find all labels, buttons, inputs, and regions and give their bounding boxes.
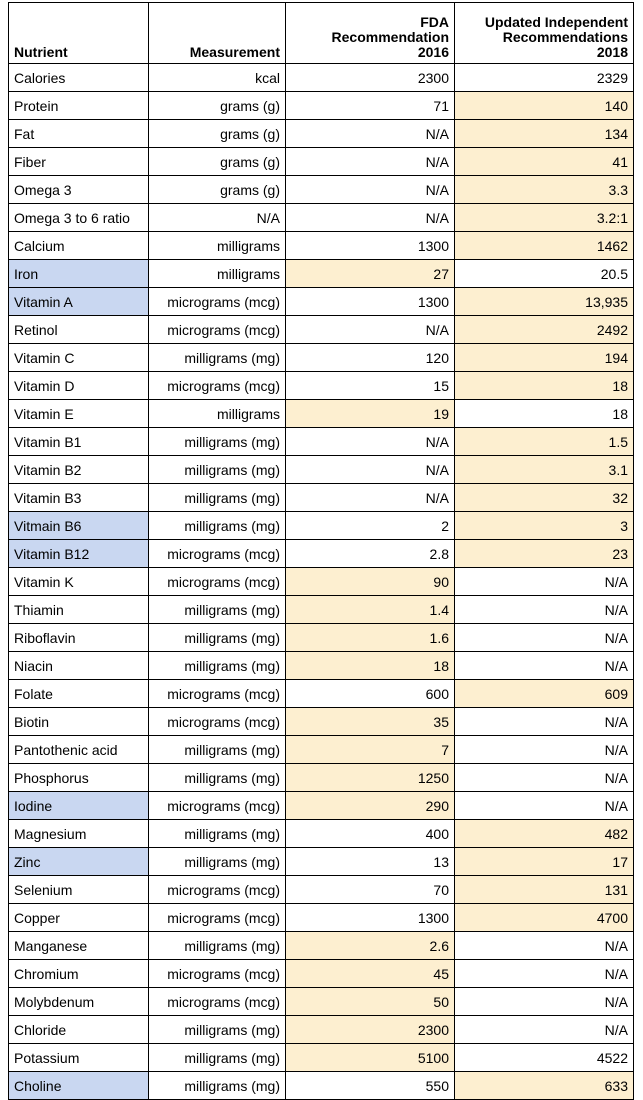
nutrient-cell: Pantothenic acid [9, 736, 149, 764]
table-row [9, 92, 634, 120]
table-row [9, 680, 634, 708]
nutrient-cell: Vitamin A [9, 288, 149, 316]
updated-value-cell: 131 [455, 876, 634, 904]
fda-value-cell: 27 [286, 260, 455, 288]
header-updated-line: Recommendations [502, 29, 628, 45]
fda-value-cell: 2300 [286, 64, 455, 92]
table-row [9, 1044, 634, 1072]
table-row [9, 624, 634, 652]
header-fda-line: 2016 [417, 44, 449, 60]
table-row [9, 792, 634, 820]
fda-value-cell: 35 [286, 708, 455, 736]
measurement-cell: micrograms (mcg) [149, 372, 286, 400]
updated-value-cell: 4700 [455, 904, 634, 932]
header-updated-line: 2018 [596, 44, 628, 60]
header-fda-line: FDA [420, 14, 449, 30]
header-updated-line: Updated Independent [484, 14, 628, 30]
measurement-cell: micrograms (mcg) [149, 988, 286, 1016]
fda-value-cell: N/A [286, 316, 455, 344]
fda-value-cell: 71 [286, 92, 455, 120]
measurement-cell: milligrams (mg) [149, 1072, 286, 1100]
table-row [9, 288, 634, 316]
nutrient-cell: Vitamin K [9, 568, 149, 596]
updated-value-cell: N/A [455, 1016, 634, 1044]
updated-value-cell: N/A [455, 988, 634, 1016]
fda-value-cell: 13 [286, 848, 455, 876]
nutrient-cell: Potassium [9, 1044, 149, 1072]
nutrient-cell: Vitamin B3 [9, 484, 149, 512]
measurement-cell: micrograms (mcg) [149, 316, 286, 344]
measurement-cell: milligrams (mg) [149, 1044, 286, 1072]
table-row [9, 960, 634, 988]
fda-value-cell: 1.4 [286, 596, 455, 624]
measurement-cell: micrograms (mcg) [149, 288, 286, 316]
nutrient-cell: Vitamin D [9, 372, 149, 400]
updated-value-cell: N/A [455, 596, 634, 624]
updated-value-cell: 3.2:1 [455, 204, 634, 232]
measurement-cell: grams (g) [149, 120, 286, 148]
header-updated [455, 3, 634, 64]
table-row [9, 260, 634, 288]
measurement-cell: milligrams [149, 400, 286, 428]
updated-value-cell: N/A [455, 652, 634, 680]
nutrient-cell: Biotin [9, 708, 149, 736]
nutrient-cell: Calories [9, 64, 149, 92]
measurement-cell: milligrams (mg) [149, 820, 286, 848]
nutrient-cell: Chromium [9, 960, 149, 988]
updated-value-cell: 3.1 [455, 456, 634, 484]
fda-value-cell: 290 [286, 792, 455, 820]
measurement-cell: milligrams (mg) [149, 428, 286, 456]
updated-value-cell: N/A [455, 764, 634, 792]
fda-value-cell: 50 [286, 988, 455, 1016]
updated-value-cell: 609 [455, 680, 634, 708]
updated-value-cell: N/A [455, 624, 634, 652]
fda-value-cell: N/A [286, 148, 455, 176]
nutrient-cell: Omega 3 [9, 176, 149, 204]
fda-value-cell: N/A [286, 176, 455, 204]
updated-value-cell: 18 [455, 400, 634, 428]
table-row [9, 708, 634, 736]
table-row [9, 232, 634, 260]
table-row [9, 568, 634, 596]
nutrient-cell: Calcium [9, 232, 149, 260]
nutrient-cell: Vitamin E [9, 400, 149, 428]
table-row [9, 848, 634, 876]
fda-value-cell: 2.6 [286, 932, 455, 960]
nutrient-cell: Zinc [9, 848, 149, 876]
header-fda [286, 3, 455, 64]
table-row [9, 456, 634, 484]
measurement-cell: micrograms (mcg) [149, 904, 286, 932]
header-fda-line: Recommendation [331, 29, 449, 45]
fda-value-cell: 400 [286, 820, 455, 848]
measurement-cell: micrograms (mcg) [149, 568, 286, 596]
nutrient-cell: Vitamin B1 [9, 428, 149, 456]
fda-value-cell: N/A [286, 456, 455, 484]
measurement-cell: kcal [149, 64, 286, 92]
measurement-cell: grams (g) [149, 176, 286, 204]
fda-value-cell: N/A [286, 120, 455, 148]
nutrient-cell: Molybdenum [9, 988, 149, 1016]
table-body [9, 64, 634, 1100]
updated-value-cell: 2329 [455, 64, 634, 92]
updated-value-cell: 18 [455, 372, 634, 400]
header-measurement: Measurement [149, 3, 286, 64]
measurement-cell: milligrams (mg) [149, 848, 286, 876]
measurement-cell: micrograms (mcg) [149, 708, 286, 736]
measurement-cell: milligrams (mg) [149, 512, 286, 540]
fda-value-cell: 550 [286, 1072, 455, 1100]
table-row [9, 988, 634, 1016]
fda-value-cell: 2.8 [286, 540, 455, 568]
fda-value-cell: N/A [286, 484, 455, 512]
nutrient-cell: Copper [9, 904, 149, 932]
table-row [9, 764, 634, 792]
table-row [9, 1016, 634, 1044]
updated-value-cell: 633 [455, 1072, 634, 1100]
updated-value-cell: N/A [455, 792, 634, 820]
nutrient-cell: Selenium [9, 876, 149, 904]
updated-value-cell: 23 [455, 540, 634, 568]
updated-value-cell: 1.5 [455, 428, 634, 456]
nutrient-cell: Vitamin C [9, 344, 149, 372]
nutrient-cell: Magnesium [9, 820, 149, 848]
table-row [9, 64, 634, 92]
fda-value-cell: 120 [286, 344, 455, 372]
measurement-cell: micrograms (mcg) [149, 680, 286, 708]
updated-value-cell: N/A [455, 932, 634, 960]
fda-value-cell: 600 [286, 680, 455, 708]
updated-value-cell: 3.3 [455, 176, 634, 204]
updated-value-cell: 4522 [455, 1044, 634, 1072]
measurement-cell: milligrams (mg) [149, 736, 286, 764]
fda-value-cell: 18 [286, 652, 455, 680]
nutrient-cell: Vitmain B6 [9, 512, 149, 540]
fda-value-cell: 2 [286, 512, 455, 540]
measurement-cell: milligrams (mg) [149, 652, 286, 680]
updated-value-cell: 2492 [455, 316, 634, 344]
table-row [9, 932, 634, 960]
updated-value-cell: N/A [455, 736, 634, 764]
fda-value-cell: 7 [286, 736, 455, 764]
table-row [9, 540, 634, 568]
table-row [9, 344, 634, 372]
updated-value-cell: 20.5 [455, 260, 634, 288]
table-row [9, 736, 634, 764]
fda-value-cell: 1300 [286, 232, 455, 260]
table-row [9, 652, 634, 680]
measurement-cell: milligrams (mg) [149, 456, 286, 484]
nutrient-cell: Manganese [9, 932, 149, 960]
table-row [9, 904, 634, 932]
updated-value-cell: 194 [455, 344, 634, 372]
updated-value-cell: N/A [455, 708, 634, 736]
measurement-cell: N/A [149, 204, 286, 232]
measurement-cell: grams (g) [149, 148, 286, 176]
table-row [9, 120, 634, 148]
fda-value-cell: 5100 [286, 1044, 455, 1072]
nutrient-cell: Thiamin [9, 596, 149, 624]
table-row [9, 1072, 634, 1100]
table-row [9, 428, 634, 456]
table-row [9, 148, 634, 176]
table-row [9, 400, 634, 428]
fda-value-cell: 1300 [286, 288, 455, 316]
fda-value-cell: 1300 [286, 904, 455, 932]
nutrient-cell: Iron [9, 260, 149, 288]
updated-value-cell: 17 [455, 848, 634, 876]
nutrient-cell: Vitamin B2 [9, 456, 149, 484]
measurement-cell: milligrams (mg) [149, 932, 286, 960]
fda-value-cell: 70 [286, 876, 455, 904]
measurement-cell: milligrams (mg) [149, 596, 286, 624]
measurement-cell: micrograms (mcg) [149, 960, 286, 988]
nutrient-cell: Fiber [9, 148, 149, 176]
updated-value-cell: 134 [455, 120, 634, 148]
table-row [9, 316, 634, 344]
measurement-cell: milligrams [149, 232, 286, 260]
nutrient-cell: Fat [9, 120, 149, 148]
nutrient-cell: Retinol [9, 316, 149, 344]
nutrient-table [8, 2, 634, 1100]
fda-value-cell: N/A [286, 204, 455, 232]
updated-value-cell: 140 [455, 92, 634, 120]
updated-value-cell: 3 [455, 512, 634, 540]
measurement-cell: milligrams (mg) [149, 1016, 286, 1044]
updated-value-cell: 1462 [455, 232, 634, 260]
fda-value-cell: N/A [286, 428, 455, 456]
header-nutrient: Nutrient [9, 3, 149, 64]
measurement-cell: milligrams (mg) [149, 344, 286, 372]
nutrient-cell: Chloride [9, 1016, 149, 1044]
nutrient-cell: Folate [9, 680, 149, 708]
measurement-cell: milligrams (mg) [149, 764, 286, 792]
updated-value-cell: 41 [455, 148, 634, 176]
nutrient-cell: Choline [9, 1072, 149, 1100]
measurement-cell: milligrams (mg) [149, 624, 286, 652]
measurement-cell: micrograms (mcg) [149, 876, 286, 904]
fda-value-cell: 1250 [286, 764, 455, 792]
measurement-cell: milligrams (mg) [149, 484, 286, 512]
updated-value-cell: 32 [455, 484, 634, 512]
table-row [9, 484, 634, 512]
nutrient-cell: Protein [9, 92, 149, 120]
nutrient-cell: Omega 3 to 6 ratio [9, 204, 149, 232]
fda-value-cell: 15 [286, 372, 455, 400]
table-row [9, 820, 634, 848]
fda-value-cell: 19 [286, 400, 455, 428]
table-row [9, 204, 634, 232]
fda-value-cell: 2300 [286, 1016, 455, 1044]
nutrient-cell: Niacin [9, 652, 149, 680]
nutrient-cell: Phosphorus [9, 764, 149, 792]
nutrient-cell: Iodine [9, 792, 149, 820]
fda-value-cell: 45 [286, 960, 455, 988]
measurement-cell: grams (g) [149, 92, 286, 120]
nutrient-cell: Vitamin B12 [9, 540, 149, 568]
measurement-cell: micrograms (mcg) [149, 540, 286, 568]
updated-value-cell: N/A [455, 568, 634, 596]
measurement-cell: milligrams [149, 260, 286, 288]
table-row [9, 596, 634, 624]
header-row [9, 3, 634, 64]
nutrient-cell: Riboflavin [9, 624, 149, 652]
updated-value-cell: 482 [455, 820, 634, 848]
table-row [9, 876, 634, 904]
table-row [9, 176, 634, 204]
table-row [9, 512, 634, 540]
measurement-cell: micrograms (mcg) [149, 792, 286, 820]
table-row [9, 372, 634, 400]
updated-value-cell: 13,935 [455, 288, 634, 316]
updated-value-cell: N/A [455, 960, 634, 988]
fda-value-cell: 1.6 [286, 624, 455, 652]
fda-value-cell: 90 [286, 568, 455, 596]
